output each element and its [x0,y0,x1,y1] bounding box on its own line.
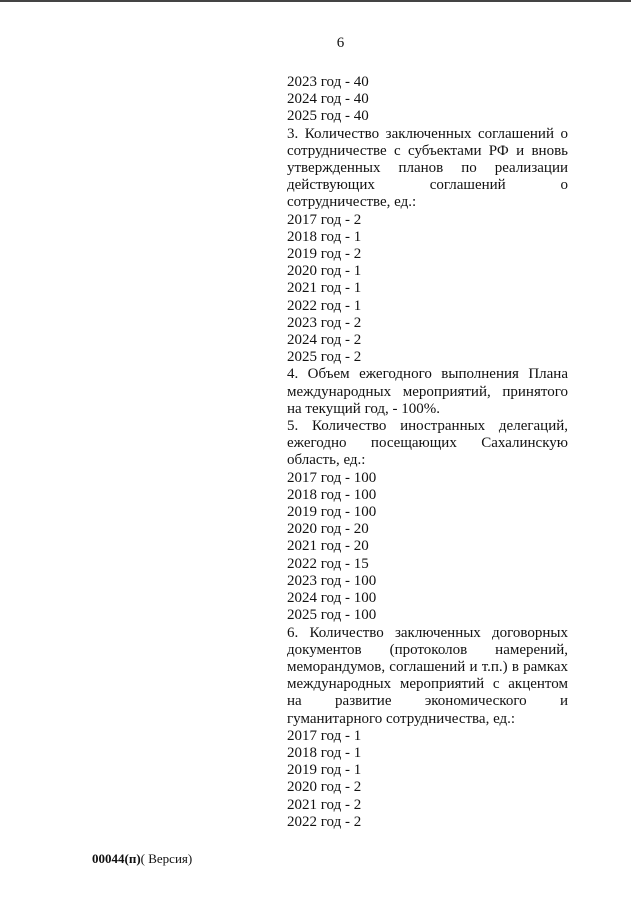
text-line: 2025 год - 40 [287,108,369,125]
text-line: 2019 год - 1 [287,762,362,779]
text-line: 2018 год - 1 [287,744,362,761]
text-line: 2025 год - 2 [287,349,362,366]
text-line: 2023 год - 2 [287,314,362,331]
text-line: на развитие экономического и [287,693,568,710]
text-line: 2019 год - 100 [287,504,377,521]
text-line: международных мероприятий с акцентом [287,676,568,693]
text-line: 4. Объем ежегодного выполнения Плана [287,366,568,383]
text-line: сотрудничестве, ед.: [287,194,417,211]
text-line: 6. Количество заключенных договорных [287,624,568,641]
text-line: действующих соглашений о [287,177,568,194]
text-line: ежегодно посещающих Сахалинскую [287,435,568,452]
page-number: 6 [336,35,345,51]
text-line: документов (протоколов намерений, [287,641,568,658]
text-line: международных мероприятий, принятого [287,383,568,400]
text-line: 2018 год - 1 [287,228,362,245]
document-code: 00044(п) [92,851,141,866]
text-line: утвержденных планов по реализации [287,160,568,177]
footer [92,851,192,866]
text-line: 2022 год - 1 [287,297,362,314]
text-line: 2017 год - 100 [287,469,377,486]
text-line: 2020 год - 20 [287,521,369,538]
document-body [287,74,568,831]
text-line: 2020 год - 1 [287,263,362,280]
text-line: 2017 год - 1 [287,727,362,744]
text-line: 2025 год - 100 [287,607,377,624]
text-line: 2024 год - 100 [287,590,377,607]
text-line: 2024 год - 2 [287,332,362,349]
top-border-line [0,0,631,2]
text-line: сотрудничестве с субъектами РФ и вновь [287,142,568,159]
text-line: 2021 год - 20 [287,538,369,555]
text-line: на текущий год, - 100%. [287,400,441,417]
text-line: 2021 год - 2 [287,796,362,813]
document-version: ( Версия) [140,851,193,866]
text-line: 2024 год - 40 [287,91,369,108]
text-line: 2020 год - 2 [287,779,362,796]
text-line: 2023 год - 40 [287,74,369,90]
text-line: 2021 год - 1 [287,280,362,297]
text-line: 5. Количество иностранных делегаций, [287,418,568,435]
text-line: меморандумов, соглашений и т.п.) в рамках [287,658,568,675]
text-line: 2022 год - 15 [287,555,369,572]
text-line: 3. Количество заключенных соглашений о [287,125,568,142]
text-line: гуманитарного сотрудничества, ед.: [287,710,516,727]
text-line: 2017 год - 2 [287,211,362,228]
text-line: 2023 год - 100 [287,572,377,589]
text-line: область, ед.: [287,452,366,469]
text-line: 2019 год - 2 [287,246,362,263]
text-line: 2022 год - 2 [287,813,362,830]
text-line: 2018 год - 100 [287,486,377,503]
